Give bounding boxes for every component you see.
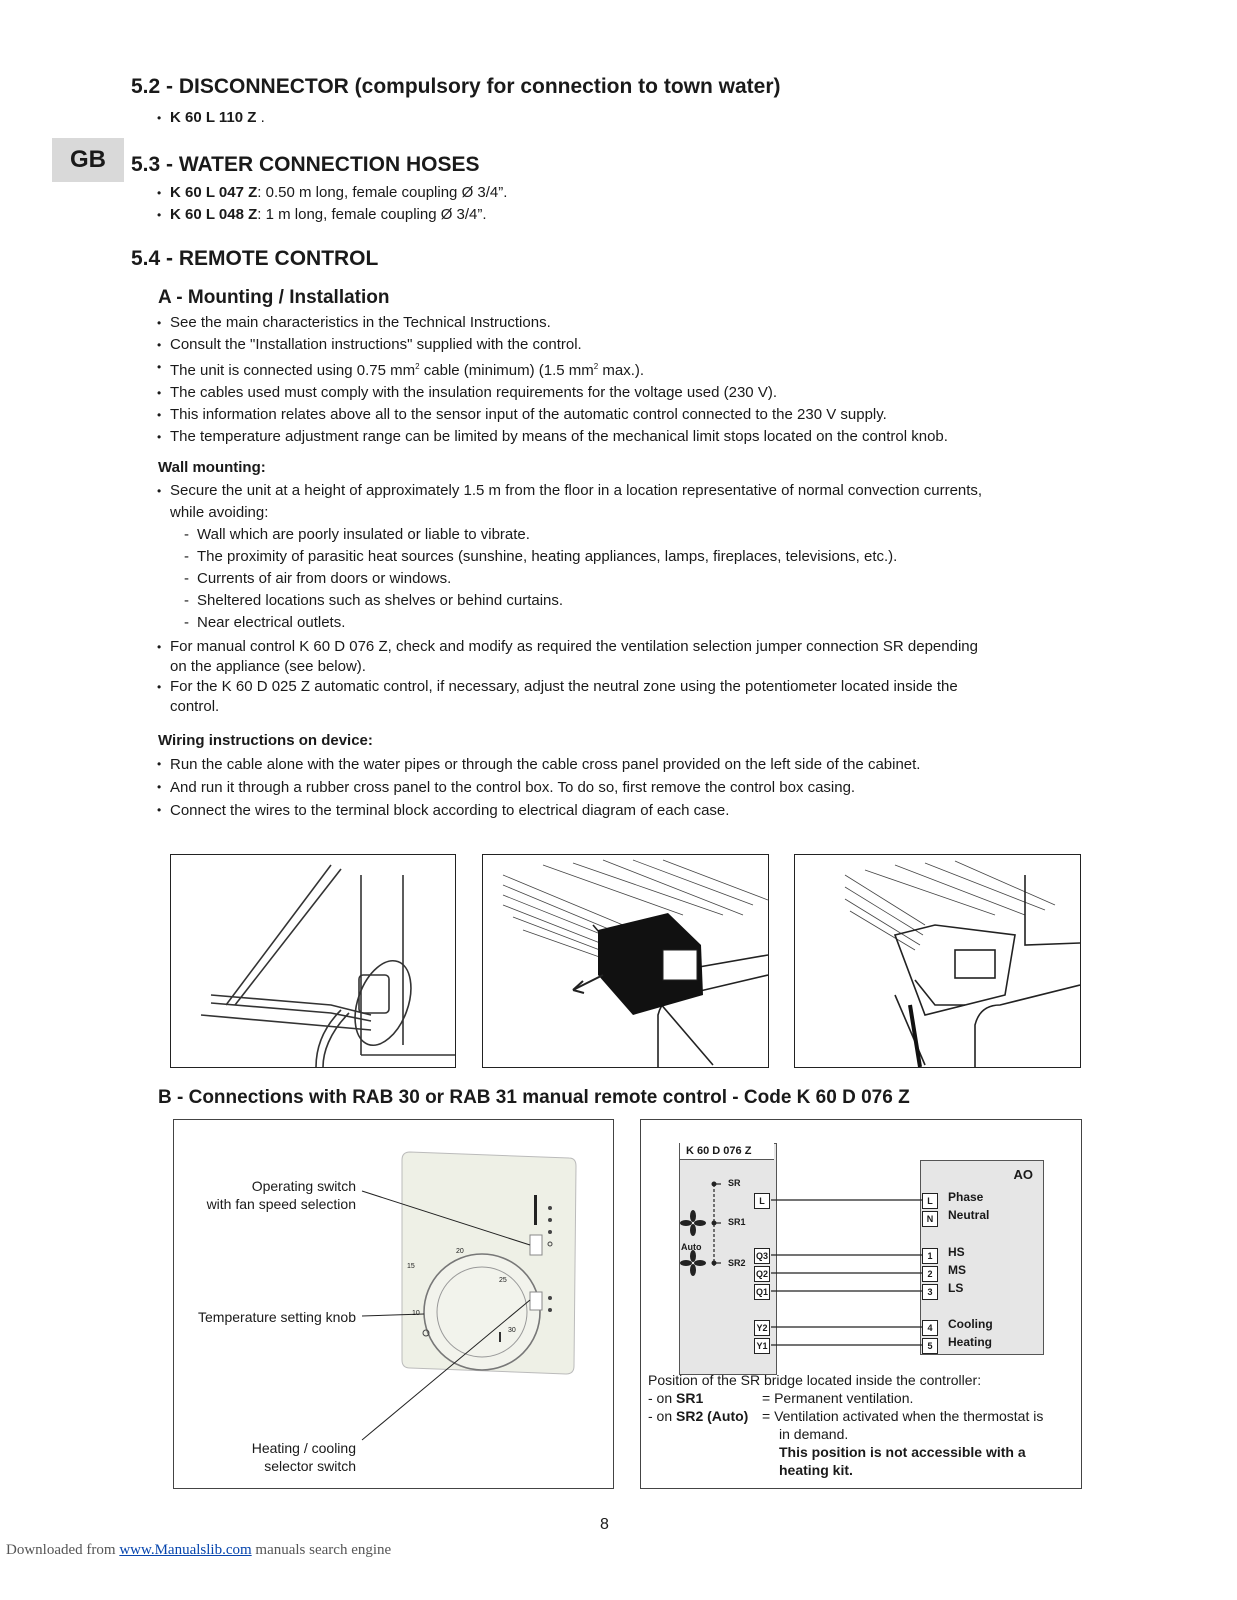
- avoid-item: - The proximity of parasitic heat sources (sunshine, heating appliances, lamps, fireplaces, televisions, etc.).: [156, 546, 1086, 568]
- dial-number: 20: [456, 1248, 464, 1255]
- subsection-a-title: A - Mounting / Installation: [158, 287, 390, 308]
- list-item: [156, 204, 507, 226]
- language-tab: GB: [52, 138, 124, 182]
- disconnector-code: K 60 L 110 Z: [170, 109, 257, 126]
- list-item: • Secure the unit at a height of approximately 1.5 m from the floor in a location representative of normal convection currents,: [156, 480, 1086, 502]
- terminal-Y2: Y2: [754, 1320, 770, 1336]
- wall-mounting-list: [156, 480, 1086, 634]
- list-item-continuation: on the appliance (see below).: [170, 658, 366, 675]
- sr2-label: SR2: [728, 1258, 746, 1268]
- note-text: = Permanent ventilation.: [762, 1390, 914, 1406]
- remote-control-figure: [173, 1119, 614, 1489]
- note-text: in demand.: [779, 1426, 849, 1442]
- terminal-Q1: Q1: [754, 1284, 770, 1300]
- signal-cooling: Cooling: [948, 1317, 993, 1331]
- terminal-N-unit: N: [922, 1211, 938, 1227]
- list-item-continuation: while avoiding:: [170, 504, 269, 521]
- terminal-3-unit: 3: [922, 1284, 938, 1300]
- illustration-terminal-block: [794, 854, 1081, 1068]
- terminal-Y1: Y1: [754, 1338, 770, 1354]
- illustration-control-box-removed: [482, 854, 769, 1068]
- dial-number: 30: [508, 1327, 516, 1334]
- footer-prefix: Downloaded from: [6, 1542, 120, 1558]
- signal-neutral: Neutral: [948, 1208, 990, 1222]
- list-item: • Consult the "Installation instructions" supplied with the control.: [156, 334, 1086, 356]
- callout-line: selector switch: [264, 1458, 356, 1474]
- selector-switch-label: [252, 1439, 356, 1475]
- signal-heating: Heating: [948, 1335, 993, 1349]
- signal-phase: Phase: [948, 1190, 984, 1204]
- section-5-2-title: 5.2 - DISCONNECTOR (compulsory for connection to town water): [131, 75, 781, 98]
- subsection-b-title: B - Connections with RAB 30 or RAB 31 manual remote control - Code K 60 D 076 Z: [158, 1087, 910, 1108]
- list-item: • For the K 60 D 025 Z automatic control, if necessary, adjust the neutral zone using the potentiometer located inside the: [156, 677, 1086, 697]
- dial-number: 10: [412, 1310, 420, 1317]
- auto-label: Auto: [681, 1242, 702, 1252]
- terminal-Q3: Q3: [754, 1248, 770, 1264]
- list-item-continuation: control.: [170, 698, 220, 715]
- disconnector-tail: .: [256, 109, 265, 126]
- list-item: • Connect the wires to the terminal block according to electrical diagram of each case.: [156, 799, 1086, 822]
- list-item: • For manual control K 60 D 076 Z, check and modify as required the ventilation selection jumper connection SR depending: [156, 637, 1086, 657]
- list-item: • And run it through a rubber cross panel to the control box. To do so, first remove the control box casing.: [156, 776, 1086, 799]
- note-warning: heating kit.: [779, 1462, 853, 1478]
- terminal-4-unit: 4: [922, 1320, 938, 1336]
- disconnector-item: [156, 107, 1237, 129]
- signal-hs: HS: [948, 1245, 965, 1259]
- notes-intro: Position of the SR bridge located inside the controller:: [648, 1372, 982, 1388]
- cable-text: max.).: [598, 362, 645, 379]
- note-prefix: - on: [648, 1408, 677, 1424]
- list-item: [156, 356, 1086, 382]
- note-key: SR1: [676, 1390, 704, 1406]
- list-item: • This information relates above all to the sensor input of the automatic control connected to the 230 V supply.: [156, 404, 1086, 426]
- manualslib-link[interactable]: www.Manualslib.com: [119, 1542, 252, 1558]
- illustration-cable-entry: [170, 854, 456, 1068]
- callout-line: Operating switch: [251, 1178, 356, 1194]
- wall-mounting-heading: Wall mounting:: [158, 459, 266, 476]
- terminal-Q2: Q2: [754, 1266, 770, 1282]
- cable-text: cable (minimum) (1.5 mm: [419, 362, 594, 379]
- download-footer: [6, 1542, 391, 1559]
- note-sr1: [648, 1389, 1073, 1407]
- terminal-1-unit: 1: [922, 1248, 938, 1264]
- hose-code: K 60 L 048 Z: [170, 206, 258, 223]
- list-item: • The cables used must comply with the insulation requirements for the voltage used (230 V).: [156, 382, 1086, 404]
- signal-ms: MS: [948, 1263, 966, 1277]
- footer-suffix: manuals search engine: [251, 1542, 392, 1558]
- unit-label: AO: [1013, 1167, 1033, 1182]
- remote-control-drawing: [174, 1120, 613, 1488]
- list-item: • The temperature adjustment range can be limited by means of the mechanical limit stops located on the control knob.: [156, 426, 1086, 448]
- wiring-list: [156, 753, 1086, 822]
- hose-text: : 1 m long, female coupling Ø 3/4”.: [257, 206, 487, 223]
- operating-switch-label: [207, 1177, 356, 1213]
- list-item: [156, 182, 507, 204]
- callout-line: Heating / cooling: [251, 1440, 356, 1456]
- avoid-item: - Near electrical outlets.: [156, 612, 1086, 634]
- note-key: SR2 (Auto): [676, 1408, 749, 1424]
- control-box-drawing: [483, 855, 768, 1067]
- dial-number: 15: [407, 1263, 415, 1270]
- superscript: 2: [593, 362, 599, 371]
- wiring-heading: Wiring instructions on device:: [158, 732, 373, 749]
- temperature-knob-label: Temperature setting knob: [198, 1309, 356, 1325]
- mounting-list: [156, 312, 1086, 448]
- note-prefix: - on: [648, 1390, 677, 1406]
- hoses-list: [156, 182, 507, 226]
- hose-code: K 60 L 047 Z: [170, 184, 258, 201]
- wiring-diagram-figure: [640, 1119, 1082, 1489]
- terminal-block-drawing: [795, 855, 1080, 1067]
- note-text: = Ventilation activated when the thermostat is: [762, 1408, 1044, 1424]
- dial-number: 25: [499, 1277, 507, 1284]
- terminal-L-unit: L: [922, 1193, 938, 1209]
- note-sr2: [648, 1407, 1073, 1425]
- jumper-list: [156, 637, 1086, 717]
- section-5-3-title: 5.3 - WATER CONNECTION HOSES: [131, 153, 480, 176]
- section-5-4-title: 5.4 - REMOTE CONTROL: [131, 247, 379, 270]
- page-number: 8: [600, 1516, 609, 1533]
- controller-label: K 60 D 076 Z: [680, 1143, 774, 1160]
- avoid-item: - Sheltered locations such as shelves or behind curtains.: [156, 590, 1086, 612]
- terminal-5-unit: 5: [922, 1338, 938, 1354]
- list-item: • See the main characteristics in the Technical Instructions.: [156, 312, 1086, 334]
- terminal-2-unit: 2: [922, 1266, 938, 1282]
- note-warning: This position is not accessible with a: [779, 1444, 1026, 1460]
- list-item: • Run the cable alone with the water pipes or through the cable cross panel provided on the left side of the cabinet.: [156, 753, 1086, 776]
- signal-ls: LS: [948, 1281, 964, 1295]
- hose-text: : 0.50 m long, female coupling Ø 3/4”.: [257, 184, 508, 201]
- sr1-label: SR1: [728, 1217, 746, 1227]
- avoid-item: - Wall which are poorly insulated or liable to vibrate.: [156, 524, 1086, 546]
- sr-bridge-notes: [648, 1371, 1073, 1479]
- terminal-L: L: [754, 1193, 770, 1209]
- superscript: 2: [415, 362, 420, 371]
- avoid-item: - Currents of air from doors or windows.: [156, 568, 1086, 590]
- cable-text: The unit is connected using 0.75 mm: [170, 362, 416, 379]
- sr-label: SR: [728, 1178, 741, 1188]
- cable-entry-drawing: [171, 855, 455, 1067]
- callout-line: with fan speed selection: [206, 1196, 356, 1212]
